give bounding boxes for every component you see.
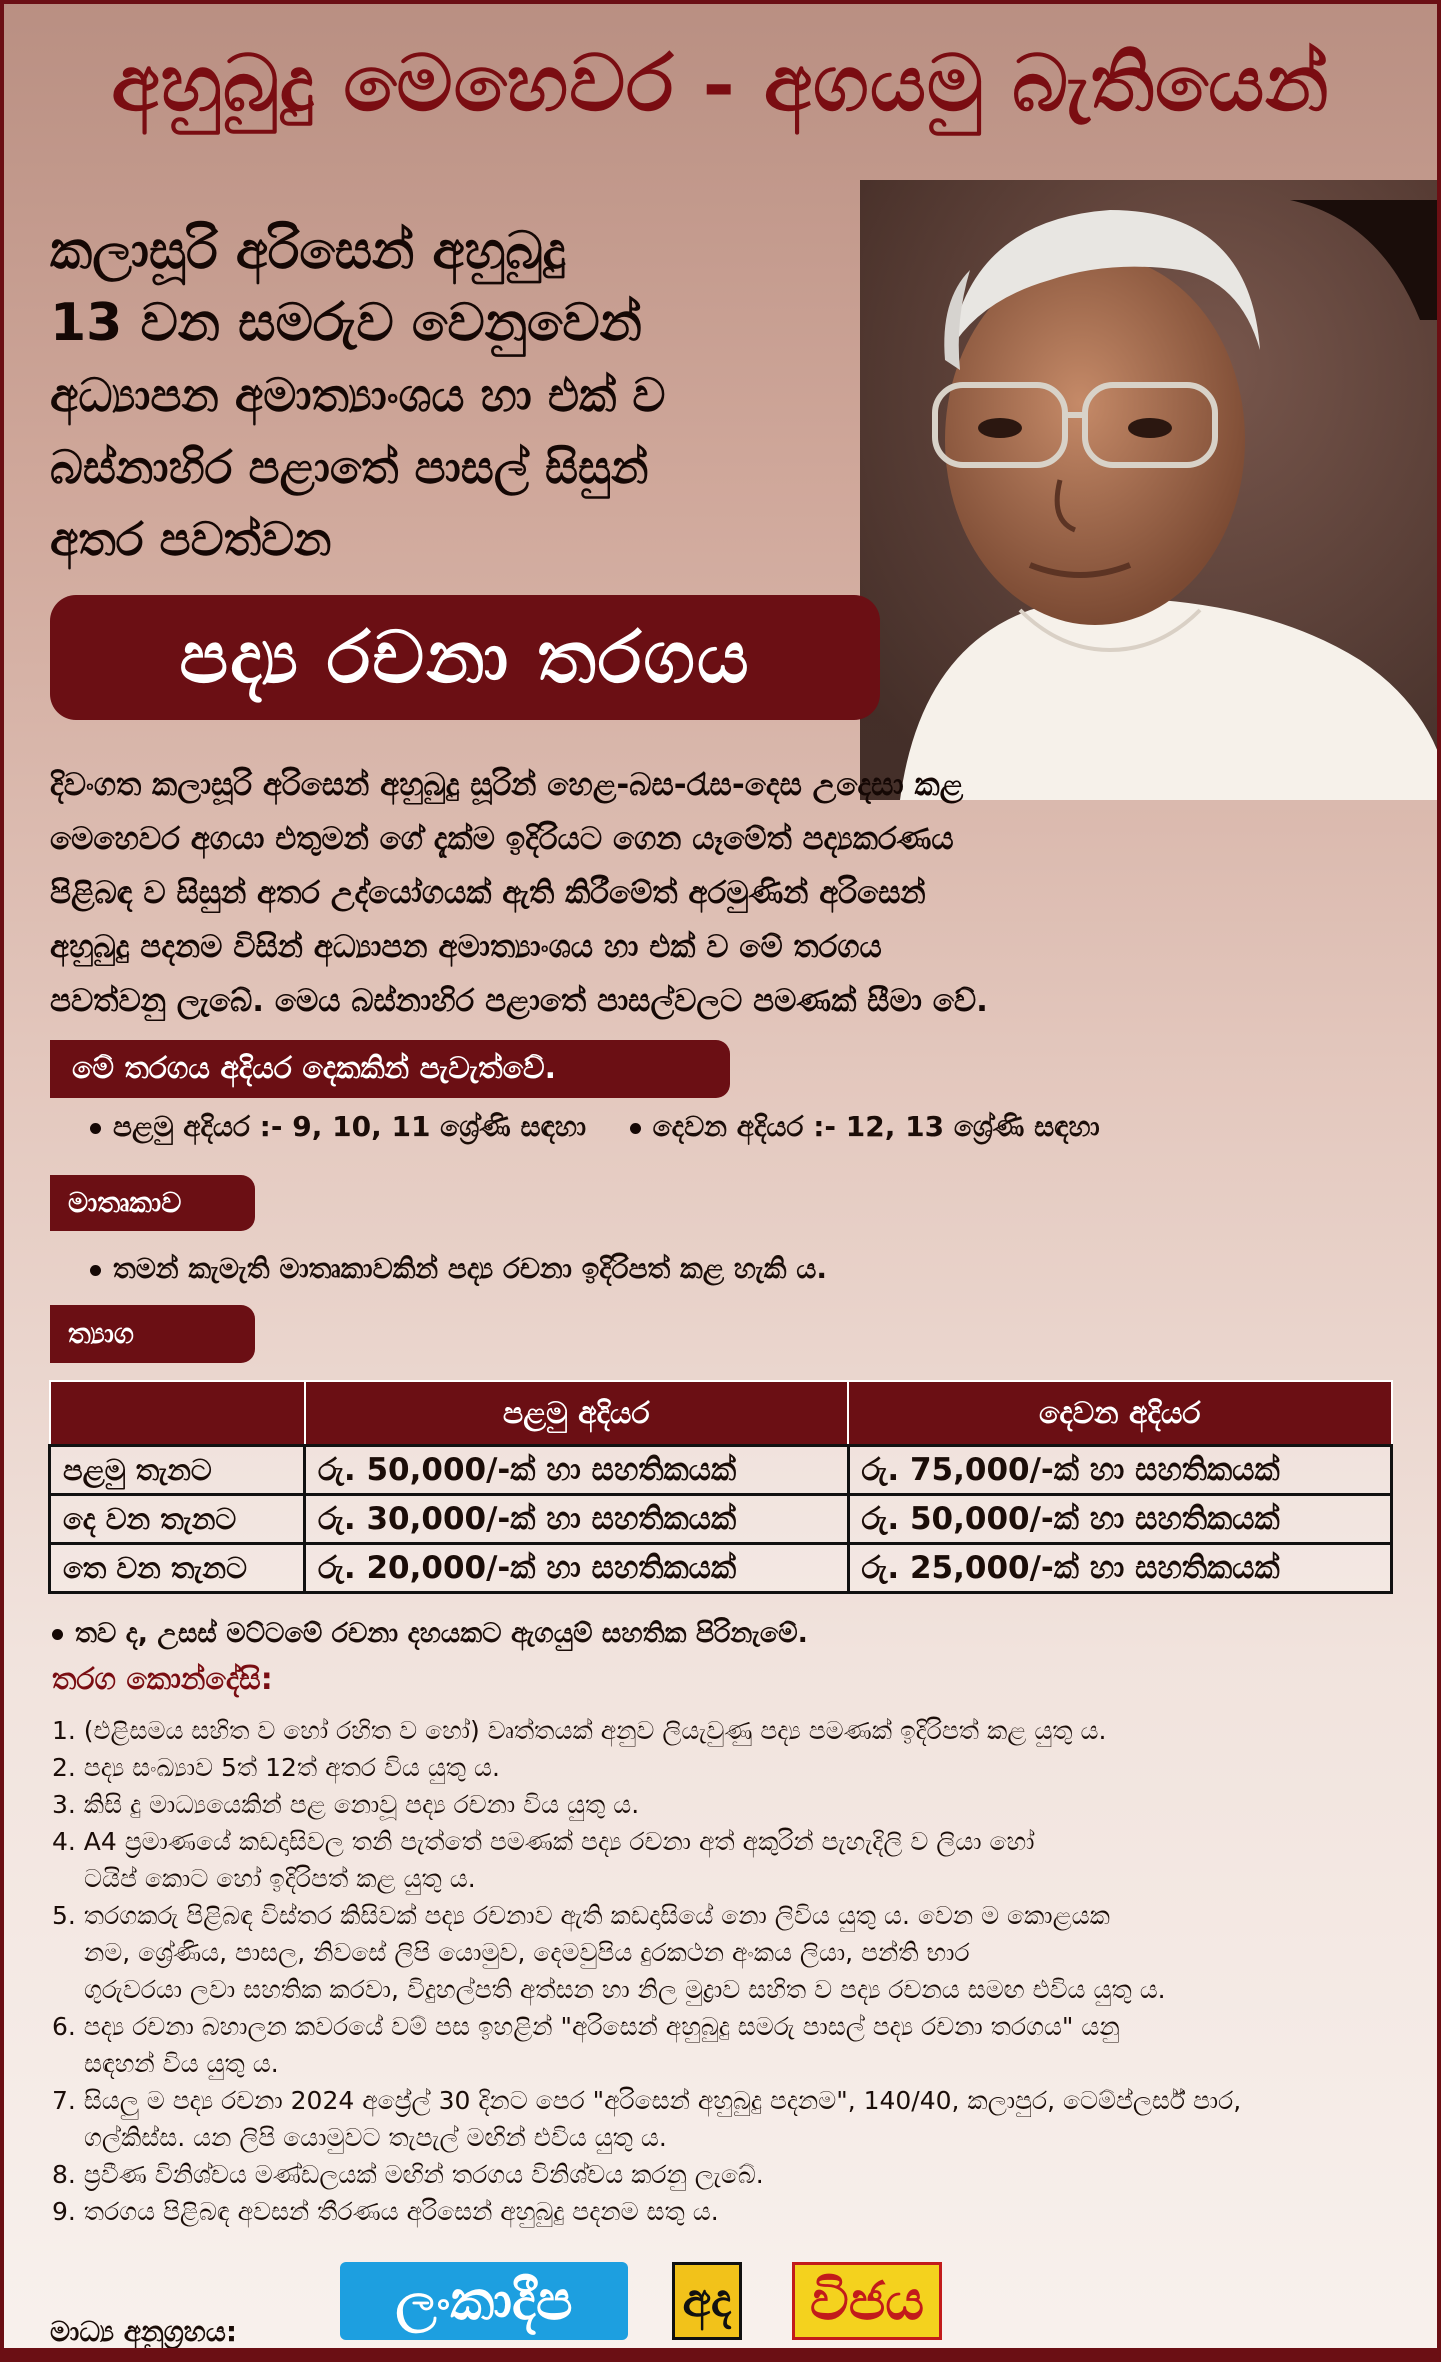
ada-logo: අද	[672, 2262, 742, 2340]
paragraph-line: පවත්වනු ලැබේ. මෙය බස්නාහිර පළාතේ පාසල්වලට පමණක් සීමා වේ.	[50, 983, 988, 1019]
theme-item	[90, 1252, 827, 1286]
condition-line: 3. කිසි දු මාධ්‍යයෙකින් පළ නොවූ පද්‍ය රචනා විය යුතු ය.	[52, 1790, 640, 1819]
intro-line: බස්නාහිර පළාතේ පාසල් සිසුන්	[50, 440, 649, 494]
condition-line: 8. ප්‍රවීණ විනිශ්චය මණ්ඩලයක් මඟින් තරගය විනිශ්චය කරනු ලැබේ.	[52, 2160, 764, 2189]
headline: අහුබුදු මෙහෙවර - අගයමු බැතියෙන්	[111, 38, 1330, 129]
intro-line: අතර පවත්වන	[50, 512, 332, 566]
portrait-photo	[860, 180, 1441, 800]
header-round-1: පළමු අදියර	[305, 1381, 849, 1446]
place-cell: පළමු තැනට	[50, 1446, 305, 1495]
prize-cell: රු. 20,000/-ක් හා සහතිකයක්	[305, 1544, 849, 1593]
intro-line: 13 වන සමරුව වෙනුවෙන්	[50, 293, 642, 353]
lankadeepa-logo: ලංකාදීප	[340, 2262, 628, 2340]
condition-line: 2. පද්‍ය සංඛ්‍යාව 5ත් 12ත් අතර විය යුතු ය.	[52, 1753, 500, 1782]
paragraph-line: පිළිබඳ ව සිසුන් අතර උද්යෝගයක් ඇති කිරීමේත් අරමුණින් අරිසෙන්	[50, 875, 926, 911]
sponsors-label: මාධ්‍ය අනුග්‍රහය:	[50, 2315, 238, 2348]
theme-tag: මාතෘකාව	[50, 1175, 255, 1231]
table-row	[50, 1446, 1392, 1495]
paragraph-line: අහුබුදු පදනම විසින් අධ්‍යාපන අමාත්‍යාංශය හා එක් ව මේ තරගය	[50, 929, 882, 965]
prizes-tag: ත්‍යාග	[50, 1305, 255, 1363]
theme-text: තමන් කැමැති මාතෘකාවකින් පද්‍ය රචනා ඉදිරිපත් කළ හැකි ය.	[113, 1252, 827, 1285]
round-1: පළමු අදියර :- 9, 10, 11 ශ්‍රේණි සඳහා	[113, 1110, 587, 1143]
prize-table-header	[50, 1381, 1392, 1446]
bullet-icon	[90, 1123, 101, 1134]
paragraph-line: දිවංගත කලාසූරි අරිසෙන් අහුබුදු සූරින් හෙළ-බස-රැස-දෙස උදෙසා කළ	[50, 767, 964, 803]
condition-line: ටයිප් කොට හෝ ඉදිරිපත් කළ යුතු ය.	[84, 1864, 476, 1893]
bullet-icon	[52, 1629, 63, 1640]
paragraph-line: මෙහෙවර අගයා එතුමන් ගේ දැක්ම ඉදිරියට ගෙන යෑමේත් පද්‍යකරණය	[50, 821, 954, 857]
condition-line: නම, ශ්‍රේණිය, පාසල, නිවසේ ලිපි යොමුව, දෙමවුපිය දුරකථන අංකය ලියා, පන්ති භාර	[84, 1938, 970, 1967]
condition-line: 6. පද්‍ය රචනා බහාලන කවරයේ වම් පස ඉහළින් "අරිසෙන් අහුබුදු සමරු පාසල් පද්‍ය රචනා තරගය" යනු	[52, 2012, 1120, 2041]
bullet-icon	[630, 1123, 641, 1134]
prize-cell: රු. 25,000/-ක් හා සහතිකයක්	[848, 1544, 1392, 1593]
contest-title: පද්‍ය රචනා තරගය	[50, 595, 880, 720]
rounds-tag: මේ තරගය අදියර දෙකකින් පැවැත්වේ.	[50, 1040, 730, 1098]
intro-line: කලාසූරි අරිසෙන් අහුබුදු	[50, 221, 566, 281]
condition-line: ගල්කිස්ස. යන ලිපි යොමුවට තැපැල් මඟින් එවිය යුතු ය.	[84, 2123, 667, 2152]
table-row	[50, 1495, 1392, 1544]
conditions-title: තරග කොන්දේසි:	[52, 1662, 273, 1697]
prize-cell: රු. 50,000/-ක් හා සහතිකයක්	[305, 1446, 849, 1495]
extra-note-text: තව ද, උසස් මට්ටමේ රචනා දහයකට ඇගයුම් සහතික පිරිනැමේ.	[75, 1618, 808, 1649]
condition-line: ගුරුවරයා ලවා සහතික කරවා, විදුහල්පති අත්සන හා නිල මුද්‍රාව සහිත ව පද්‍ය රචනය සමඟ එවිය යුතු ය.	[84, 1975, 1166, 2004]
header-empty-cell	[50, 1381, 305, 1446]
prize-table	[48, 1380, 1393, 1594]
condition-line: 5. තරගකරු පිළිබඳ විස්තර කිසිවක් පද්‍ය රචනාව ඇති කඩදාසියේ නො ලිවිය යුතු ය. වෙන ම කොළයක	[52, 1901, 1110, 1930]
condition-line: 9. තරගය පිළිබඳ අවසන් තීරණය අරිසෙන් අහුබුදු පදනම සතු ය.	[52, 2197, 719, 2226]
intro-line: අධ්‍යාපන අමාත්‍යාංශය හා එක් ව	[50, 368, 666, 422]
table-row	[50, 1544, 1392, 1593]
conditions-list	[52, 1712, 1412, 2230]
rounds-list	[90, 1110, 1100, 1144]
place-cell: තෙ වන තැනට	[50, 1544, 305, 1593]
bullet-icon	[90, 1265, 101, 1276]
header-round-2: දෙවන අදියර	[848, 1381, 1392, 1446]
vijaya-logo: විජය	[792, 2262, 942, 2340]
condition-line: 7. සියලු ම පද්‍ය රචනා 2024 අප්‍රේල් 30 දිනට පෙර "අරිසෙන් අහුබුදු පදනම", 140/40, කලාපුර, ටෙම්ප්ලර්ස් පාර,	[52, 2086, 1242, 2115]
prize-cell: රු. 50,000/-ක් හා සහතිකයක්	[848, 1495, 1392, 1544]
condition-line: 1. (එළිසමය සහිත ව හෝ රහිත ව හෝ) වෘත්තයක් අනුව ලියැවුණු පද්‍ය පමණක් ඉදිරිපත් කළ යුතු ය.	[52, 1716, 1107, 1745]
round-2: දෙවන අදියර :- 12, 13 ශ්‍රේණි සඳහා	[652, 1110, 1100, 1143]
prize-cell: රු. 30,000/-ක් හා සහතිකයක්	[305, 1495, 849, 1544]
place-cell: දෙ වන තැනට	[50, 1495, 305, 1544]
condition-line: 4. A4 ප්‍රමාණයේ කඩදාසිවල තනි පැත්තේ පමණක් පද්‍ය රචනා අත් අකුරින් පැහැදිලි ව ලියා හෝ	[52, 1827, 1035, 1856]
extra-note	[52, 1618, 808, 1650]
prize-cell: රු. 75,000/-ක් හා සහතිකයක්	[848, 1446, 1392, 1495]
condition-line: සඳහන් විය යුතු ය.	[84, 2049, 279, 2078]
description-paragraph	[50, 758, 1220, 1028]
intro-text	[50, 215, 830, 575]
bottom-border	[0, 2348, 1441, 2362]
